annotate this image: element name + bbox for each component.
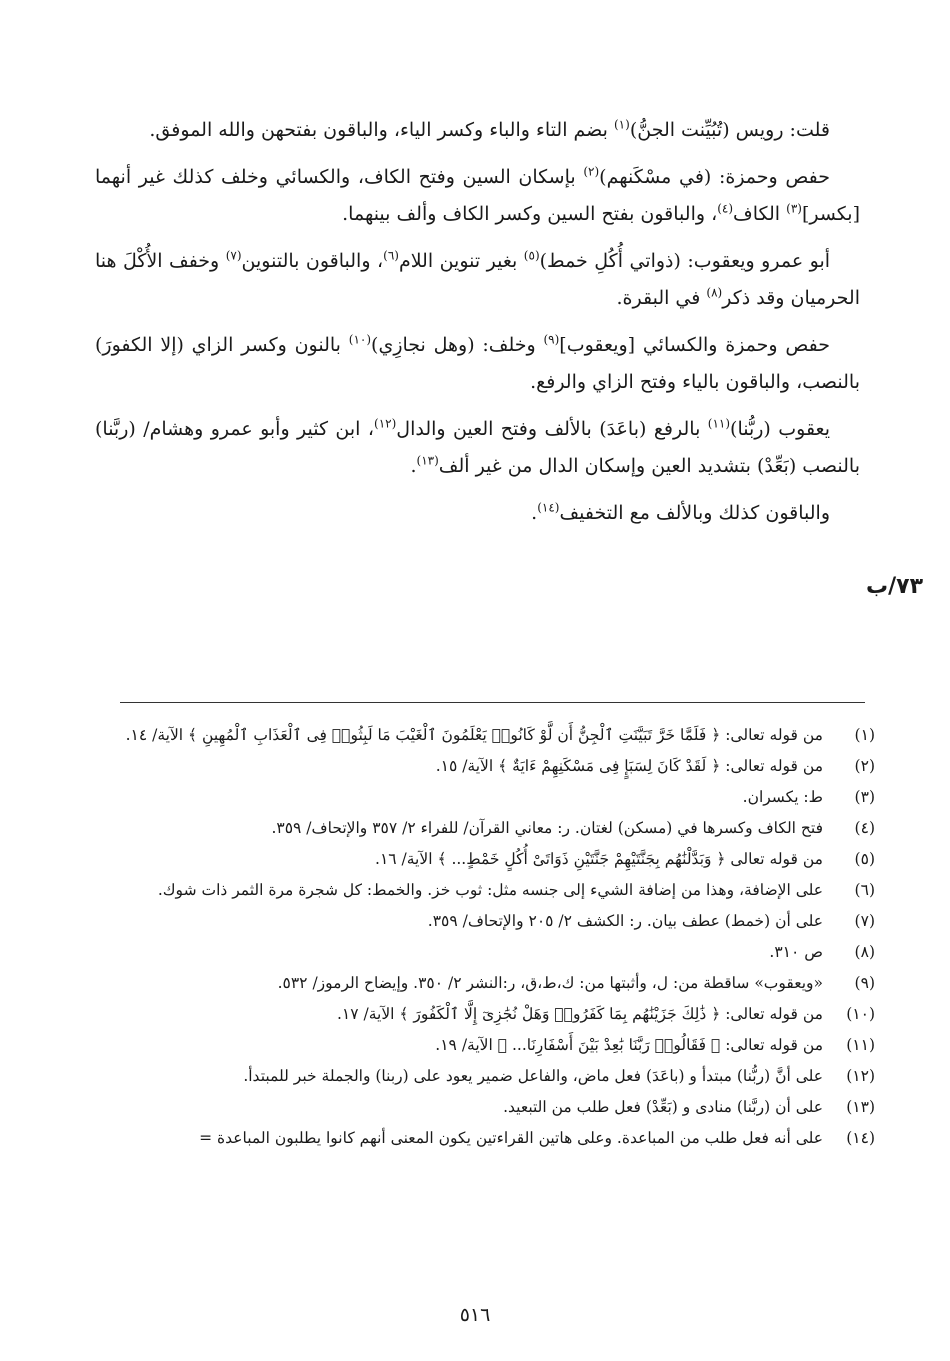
footnotes: [95, 720, 875, 1154]
footnote-ref[interactable]: (٨): [706, 285, 723, 300]
footnote-number: (٥): [854, 850, 875, 868]
footnote-ref[interactable]: (٦): [383, 248, 399, 263]
footnote-ref[interactable]: (١٠): [348, 332, 372, 347]
footnote: [95, 1092, 875, 1123]
footnote-ref[interactable]: (٤): [717, 201, 734, 216]
paragraph: [95, 411, 860, 485]
footnote-number: (١١): [846, 1036, 875, 1054]
footnote-ref[interactable]: (١٣): [416, 453, 439, 468]
footnote-separator: [120, 702, 865, 703]
paragraph-text: قلت: رويس (تُبُيِّنت الجنُّ): [629, 119, 830, 141]
paragraph: [95, 159, 860, 233]
paragraph-text: وخلف: (وهل نجازِي): [371, 334, 544, 356]
footnote-text: من قوله تعالى: ﴿ فَلَمَّا خَرَّ تَبَيَّنَتِ ٱلْجِنُّ أَن لَّوْ كَانُوا۟ يَعْلَمُونَ ٱلْغَيْبَ مَا لَبِثُوا۟ فِى ٱلْعَذَابِ ٱلْمُهِينِ ﴾ الآية/ ١٤.: [125, 726, 823, 744]
footnote: [95, 1061, 875, 1092]
paragraph-text: ، والباقون بفتح السين وكسر الكاف وألف بينهما.: [342, 203, 718, 225]
footnote: [95, 937, 875, 968]
footnote: [95, 999, 875, 1030]
footnote-number: (١٢): [846, 1067, 875, 1085]
footnote: [95, 844, 875, 875]
footnote-text: من قوله تعالى ﴿ وَبَدَّلْنَٰهُم بِجَنَّتَيْهِمْ جَنَّتَيْنِ ذَوَاتَىْ أُكُلٍ خَمْطٍ... ﴾ الآية/ ١٦.: [375, 850, 823, 868]
paragraph-text: الكاف: [733, 203, 787, 225]
paragraph: [95, 327, 860, 401]
footnote-number: (١٠): [846, 1005, 875, 1023]
footnote-number: (٢): [854, 757, 875, 775]
paragraph-text: حفص وحمزة والكسائي [ويعقوب]: [559, 334, 830, 356]
footnote-number: (٨): [854, 943, 875, 961]
paragraph-text: وخفف الأُكْلَ هنا الحرميان وقد ذكر: [95, 250, 860, 309]
footnote: [95, 751, 875, 782]
footnote: [95, 875, 875, 906]
paragraph: [95, 243, 860, 317]
footnote-ref[interactable]: (٥): [523, 248, 540, 263]
paragraph-text: في البقرة.: [616, 287, 707, 309]
footnote-ref[interactable]: (١٢): [374, 416, 397, 431]
footnote-text: ص ٣١٠.: [769, 943, 823, 961]
footnote-text: «ويعقوب» ساقطة من: ل، وأثبتها من: ك،ط،ق، ر:النشر ٢/ ٣٥٠. وإيضاح الرموز/ ٥٣٢.: [277, 974, 823, 992]
footnote-number: (٧): [854, 912, 875, 930]
main-text: [95, 112, 860, 542]
paragraph-text: يعقوب (ربُّنا): [730, 418, 831, 440]
footnote-number: (١٣): [846, 1098, 875, 1116]
footnote-number: (٩): [854, 974, 875, 992]
footnote-ref[interactable]: (٩): [543, 332, 560, 347]
footnote-ref[interactable]: (٢): [583, 164, 600, 179]
footnote-text: فتح الكاف وكسرها في (مسكن) لغتان. ر: معاني القرآن/ للفراء ٢/ ٣٥٧ والإتحاف/ ٣٥٩.: [271, 819, 823, 837]
footnote: [95, 782, 875, 813]
paragraph-text: ، والباقون بالتنوين: [241, 250, 384, 272]
paragraph-text: أبو عمرو ويعقوب: (ذواتي أُكُلِ خمط): [539, 250, 831, 272]
paragraph-text: والباقون كذلك وبالألف مع التخفيف: [559, 502, 830, 524]
paragraph-text: بالرفع (باعَدَ) بالألف وفتح العين والدال: [396, 418, 708, 440]
footnote: [95, 1123, 875, 1154]
paragraph-text: ، ابن كثير وأبو عمرو وهشام/ (ربَّنا) بالنصب (بَعِّدْ) بتشديد العين وإسكان الدال من غير ألف: [95, 418, 860, 477]
paragraph-text: بضم التاء والباء وكسر الياء، والباقون بفتحهن والله الموفق.: [149, 119, 614, 141]
footnote: [95, 720, 875, 751]
paragraph-text: بإسكان السين وفتح الكاف، والكسائي وخلف كذلك غير أنهما [بكسر]: [95, 166, 860, 225]
paragraph: [95, 112, 860, 149]
paragraph-text: حفص وحمزة: (في مسْكَنهم): [599, 166, 830, 188]
footnote-text: على الإضافة، وهذا من إضافة الشيء إلى جنسه مثل: ثوب خز. والخمط: كل شجرة مرة الثمر ذات شوك.: [157, 881, 823, 899]
footnote-ref[interactable]: (١): [613, 117, 630, 132]
footnote-text: من قوله تعالى: ﴿ فَقَالُوا۟ رَبَّنَا بَٰعِدْ بَيْنَ أَسْفَارِنَا... ﴾ الآية/ ١٩.: [435, 1036, 823, 1054]
footnote-text: من قوله تعالى: ﴿ ذَٰلِكَ جَزَيْنَٰهُم بِمَا كَفَرُوا۟ وَهَلْ نُجَٰزِىٓ إِلَّا ٱلْكَفُورَ ﴾ الآية/ ١٧.: [336, 1005, 823, 1023]
footnote: [95, 968, 875, 999]
paragraph-text: .: [410, 455, 417, 477]
footnote-number: (١٤): [846, 1129, 875, 1147]
footnote-ref[interactable]: (٧): [225, 248, 242, 263]
footnote-text: ط: يكسران.: [742, 788, 823, 806]
footnote-number: (٤): [854, 819, 875, 837]
paragraph-text: بالنون وكسر الزاي (إلا الكفورَ) بالنصب، والباقون بالياء وفتح الزاي والرفع.: [95, 334, 860, 393]
page-number: ٥١٦: [459, 1304, 491, 1326]
footnote: [95, 1030, 875, 1061]
footnote: [95, 813, 875, 844]
footnote-number: (١): [854, 726, 875, 744]
footnote-text: على أنَّ (ربُّنا) مبتدأ و (باعَدَ) فعل ماض، والفاعل ضمير يعود على (ربنا) والجملة خبر للمبتدأ.: [243, 1067, 823, 1085]
footnote-ref[interactable]: (١١): [707, 416, 731, 431]
footnote-ref[interactable]: (٣): [786, 201, 802, 216]
footnote-number: (٣): [854, 788, 875, 806]
manuscript-folio-marker: ٧٣/ب: [866, 574, 924, 599]
footnote-text: على أن (ربَّنا) منادى و (بَعِّدْ) فعل طلب من التبعيد.: [503, 1098, 823, 1116]
footnote-text: على أنه فعل طلب من المباعدة. وعلى هاتين القراءتين يكون المعنى أنهم كانوا يطلبون المباعدة =: [199, 1129, 823, 1147]
footnote-text: من قوله تعالى: ﴿ لَقَدْ كَانَ لِسَبَإٍ فِى مَسْكَنِهِمْ ءَايَةٌ ﴾ الآية/ ١٥.: [435, 757, 823, 775]
paragraph: [95, 495, 860, 532]
footnote-text: على أن (خمط) عطف بيان. ر: الكشف ٢/ ٢٠٥ والإتحاف/ ٣٥٩.: [427, 912, 823, 930]
footnote-number: (٦): [854, 881, 875, 899]
paragraph-text: بغير تنوين اللام: [398, 250, 524, 272]
footnote-ref[interactable]: (١٤): [537, 500, 560, 515]
paragraph-text: .: [531, 502, 538, 524]
footnote: [95, 906, 875, 937]
